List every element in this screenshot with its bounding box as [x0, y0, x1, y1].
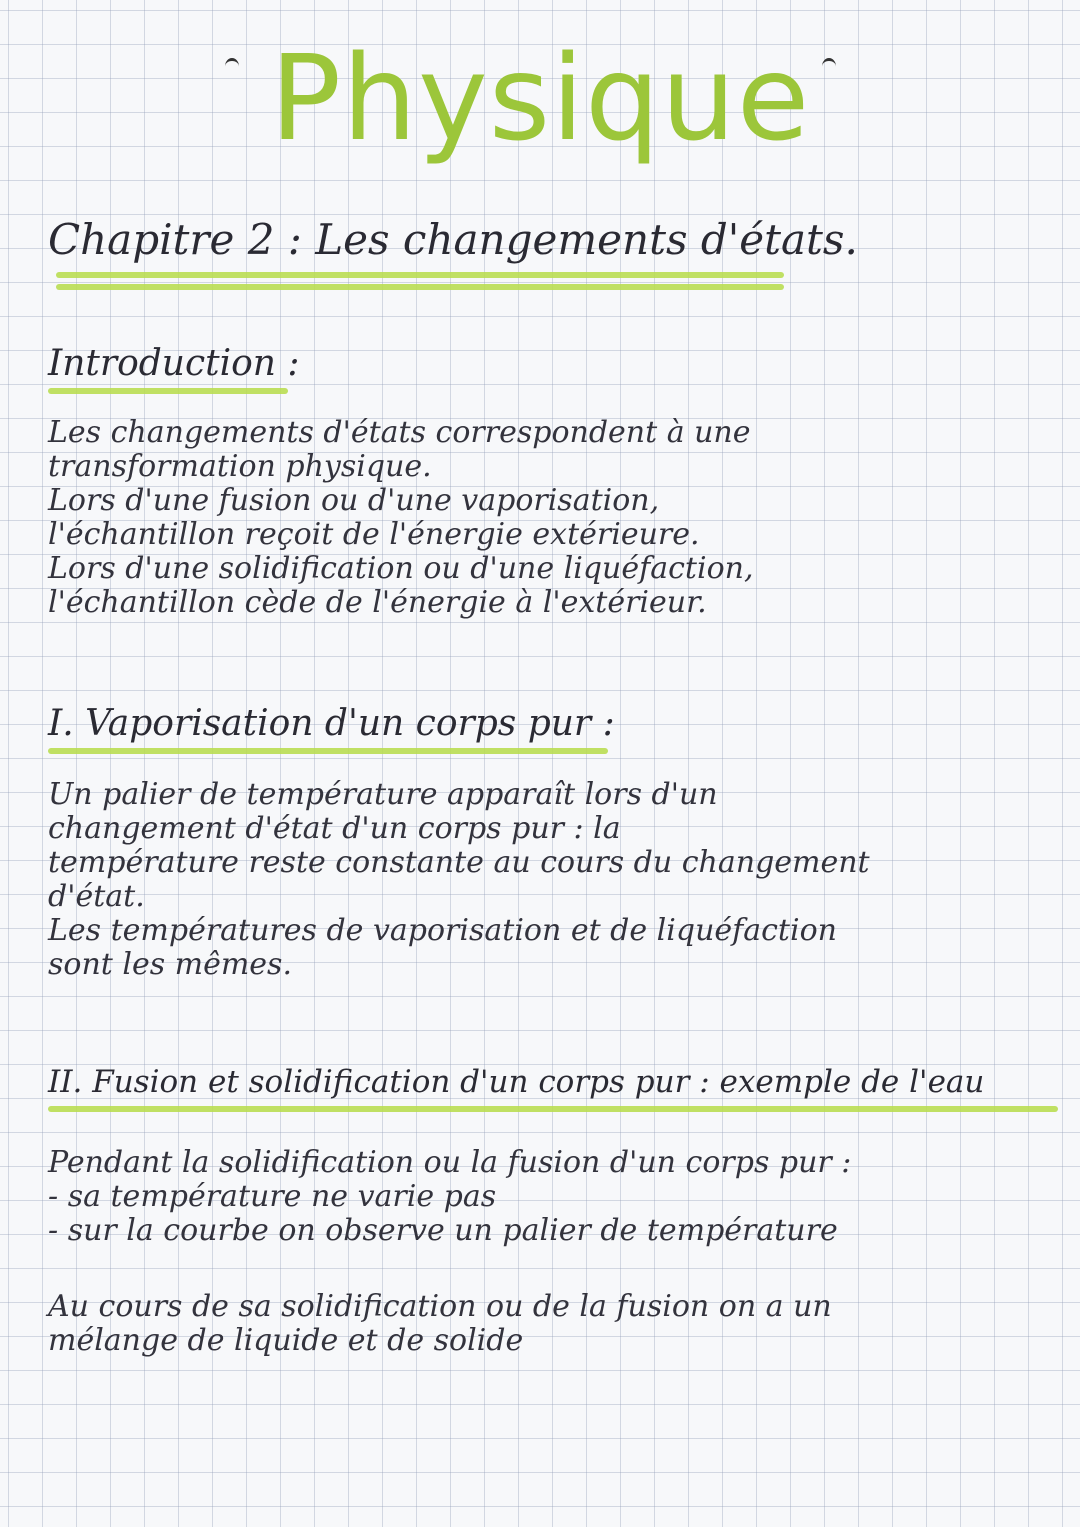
section-1-line: Les températures de vaporisation et de liquéfaction: [48, 913, 837, 948]
section-2-highlight: [48, 1106, 1058, 1112]
section-1-heading: I. Vaporisation d'un corps pur :: [48, 703, 615, 744]
section-1-line: Un palier de température apparaît lors d'un: [48, 777, 718, 812]
section-1-highlight: [48, 748, 608, 754]
section-1-line: d'état.: [48, 879, 145, 914]
conclusion-line: mélange de liquide et de solide: [48, 1323, 524, 1358]
intro-paragraph: [48, 416, 753, 620]
intro-line: Lors d'une solidification ou d'une liquéfaction,: [48, 551, 754, 586]
section-2-conclusion: [48, 1290, 832, 1358]
section-2-heading: II. Fusion et solidification d'un corps pur : exemple de l'eau: [48, 1064, 985, 1100]
intro-line: l'échantillon reçoit de l'énergie extérieure.: [48, 517, 700, 552]
intro-heading: Introduction :: [48, 343, 300, 384]
chapter-highlight-2: [56, 284, 784, 290]
conclusion-line: Au cours de sa solidification ou de la fusion on a un: [48, 1289, 832, 1324]
section-2-intro: [48, 1146, 851, 1180]
chapter-heading: Chapitre 2 : Les changements d'états.: [48, 215, 858, 264]
punch-hole-right: [822, 58, 836, 75]
punch-hole-left: [225, 58, 239, 75]
page-title: Physique: [270, 29, 811, 167]
intro-line: l'échantillon cède de l'énergie à l'extérieur.: [48, 585, 707, 620]
bullet-item: - sur la courbe on observe un palier de température: [48, 1214, 838, 1248]
section-2-intro-line: Pendant la solidification ou la fusion d'un corps pur :: [48, 1145, 852, 1180]
intro-line: Les changements d'états correspondent à une: [48, 415, 751, 450]
section-1-line: changement d'état d'un corps pur : la: [48, 811, 621, 846]
section-1-paragraph: [48, 778, 870, 982]
bullet-item: - sa température ne varie pas: [48, 1180, 838, 1214]
intro-highlight: [48, 388, 288, 394]
section-1-line: sont les mêmes.: [48, 947, 292, 982]
chapter-highlight: [56, 272, 784, 278]
intro-line: transformation physique.: [48, 449, 432, 484]
section-1-line: température reste constante au cours du changement: [48, 845, 870, 880]
intro-line: Lors d'une fusion ou d'une vaporisation,: [48, 483, 660, 518]
section-2-bullet-list: [48, 1180, 838, 1248]
